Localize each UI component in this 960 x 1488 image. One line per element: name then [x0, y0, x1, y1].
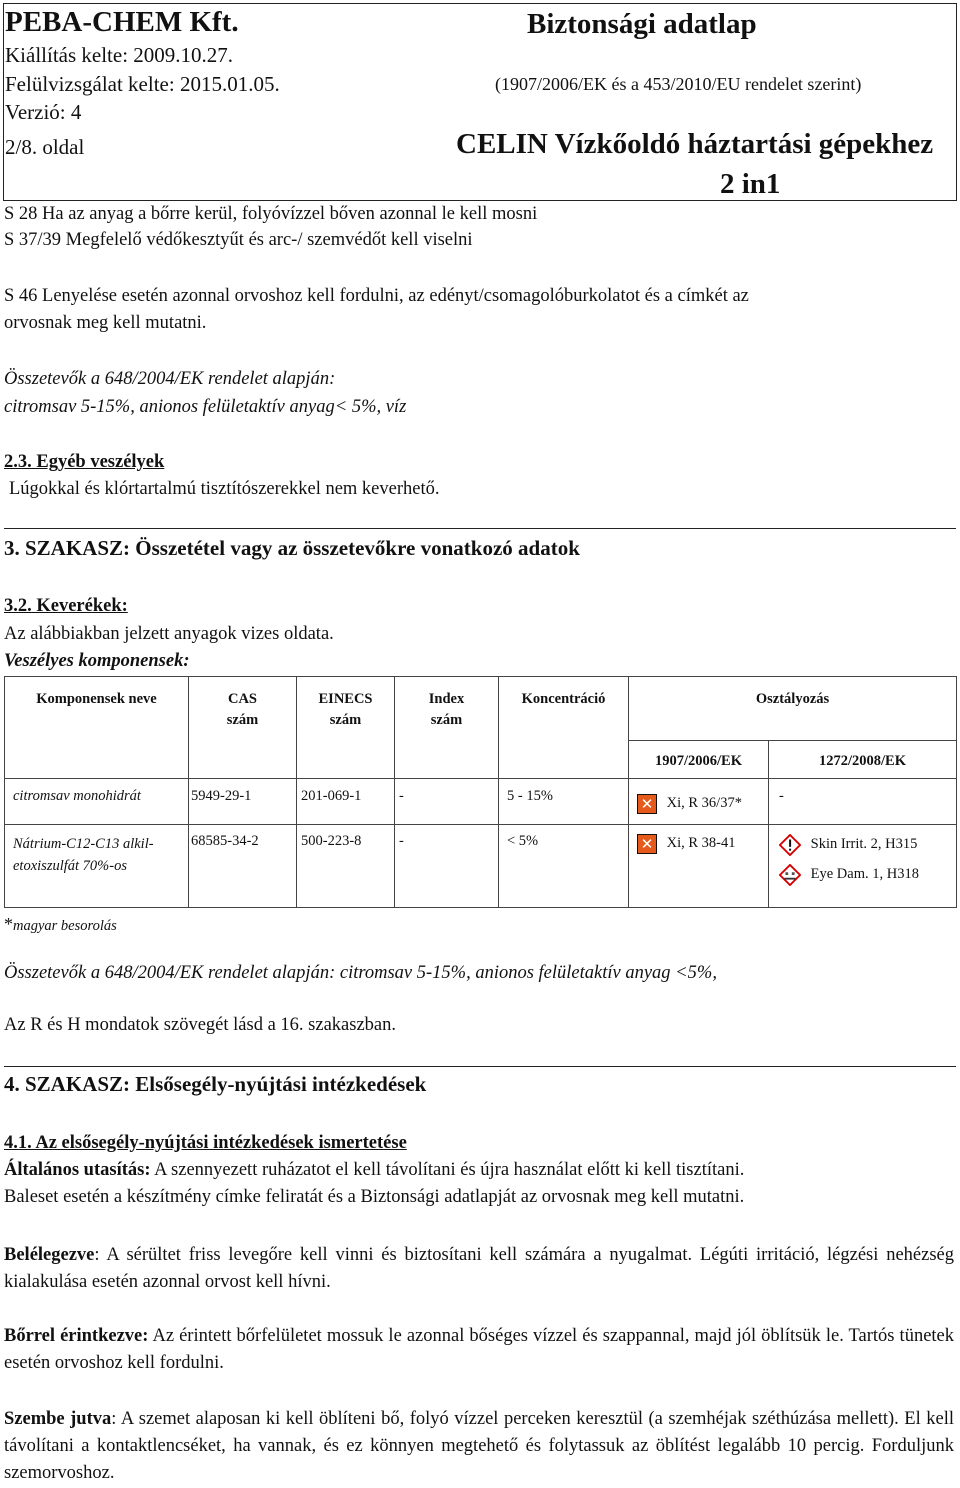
section-3-2-heading: 3.2. Keverékek:	[4, 596, 128, 616]
concentration: < 5%	[499, 825, 629, 908]
component-name: citromsav monohidrát	[5, 779, 189, 825]
section-2-3-heading: 2.3. Egyéb veszélyek	[4, 452, 165, 472]
ingredients-note-2: Összetevők a 648/2004/EK rendelet alapján: citromsav 5-15%, anionos felületaktív anyag <5%,	[4, 963, 717, 983]
index-number: -	[395, 825, 499, 908]
classification-dsd: ✕ Xi, R 38-41	[629, 825, 769, 908]
skin-contact-instruction: Bőrrel érintkezve: Az érintett bőrfelületet mossuk le azonnal bőséges vízzel és szappannal, majd jól öblítsük le. Tartós tünetek esetén orvoshoz kell fordulni.	[4, 1326, 955, 1373]
header-index: Index szám	[395, 677, 499, 779]
components-table	[4, 676, 957, 908]
header-class-clp: 1272/2008/EK	[769, 741, 957, 779]
cas-number: 68585-34-2	[189, 825, 297, 908]
general-instruction: Általános utasítás: A szennyezett ruházatot el kell távolítani és újra használat előtt ki kell tisztítani.	[4, 1160, 745, 1180]
classification-clp: -	[769, 779, 957, 825]
section-4-1-heading: 4.1. Az elsősegély-nyújtási intézkedések ismertetése	[4, 1133, 407, 1153]
header-einecs: EINECS szám	[297, 677, 395, 779]
ingredients-title: Összetevők a 648/2004/EK rendelet alapján:	[4, 369, 336, 389]
header-classification: Osztályozás	[629, 677, 957, 741]
company-name: PEBA-CHEM Kft.	[5, 6, 239, 38]
r-h-phrases-note: Az R és H mondatok szövegét lásd a 16. szakaszban.	[4, 1015, 396, 1035]
index-number: -	[395, 779, 499, 825]
product-name-line2: 2 in1	[720, 168, 781, 200]
document-title: Biztonsági adatlap	[527, 8, 757, 40]
classification-dsd: ✕ Xi, R 36/37*	[629, 779, 769, 825]
corrosion-pictogram-icon	[779, 864, 801, 886]
inhalation-instruction: Belélegezve: A sérültet friss levegőre kell vinni és biztosítani kell számára a nyugalmat. Légúti irritáció, légzési nehézség kialakulása esetén azonnal orvost kell hívni.	[4, 1245, 954, 1292]
table-footnote: *magyar besorolás	[4, 914, 117, 934]
classification-clp: Skin Irrit. 2, H315 Eye Dam. 1, H318	[769, 825, 957, 908]
ingredients-text: citromsav 5-15%, anionos felületaktív anyag< 5%, víz	[4, 397, 407, 417]
table-header-row	[5, 677, 957, 741]
harmful-irritant-icon: ✕	[637, 794, 657, 814]
exclamation-mark-pictogram-icon	[779, 834, 801, 856]
hazardous-components-label: Veszélyes komponensek:	[4, 651, 190, 671]
concentration: 5 - 15%	[499, 779, 629, 825]
section-4-heading: 4. SZAKASZ: Elsősegély-nyújtási intézkedések	[4, 1072, 427, 1096]
header-cas: CAS szám	[189, 677, 297, 779]
header-class-dsd: 1907/2006/EK	[629, 741, 769, 779]
harmful-irritant-icon: ✕	[637, 834, 657, 854]
cas-number: 5949-29-1	[189, 779, 297, 825]
section-divider	[4, 528, 956, 529]
revision-date: Felülvizsgálat kelte: 2015.01.05.	[5, 72, 280, 96]
page-number: 2/8. oldal	[5, 135, 85, 159]
product-name: CELIN Vízkőoldó háztartási gépekhez	[456, 128, 934, 160]
component-name: Nátrium-C12-C13 alkil- etoxiszulfát 70%-os	[5, 825, 189, 908]
s-phrase-37-39: S 37/39 Megfelelő védőkesztyűt és arc-/ szemvédőt kell viselni	[4, 230, 473, 250]
einecs-number: 500-223-8	[297, 825, 395, 908]
eye-contact-instruction: Szembe jutva: A szemet alaposan ki kell öblíteni bő, folyó vízzel perceken keresztül (a szemhéjak széthúzása mellett). El kell távolítani a kontaktlencséket, ha vannak, és ez könnyen megtehető és folytassuk az öblítést legalább 10 percig. Forduljunk szemorvoshoz.	[4, 1409, 954, 1483]
version: Verzió: 4	[5, 100, 82, 124]
table-row	[5, 825, 957, 908]
section-3-2-text: Az alábbiakban jelzett anyagok vizes oldata.	[4, 624, 334, 644]
s-phrase-46: S 46 Lenyelése esetén azonnal orvoshoz kell fordulni, az edényt/csomagolóburkolatot és a címkét az	[4, 286, 749, 306]
einecs-number: 201-069-1	[297, 779, 395, 825]
header-concentration: Koncentráció	[499, 677, 629, 779]
general-instruction-cont: Baleset esetén a készítmény címke feliratát és a Biztonsági adatlapját az orvosnak meg kell mutatni.	[4, 1187, 745, 1207]
table-row	[5, 779, 957, 825]
header-name: Komponensek neve	[5, 677, 189, 779]
section-3-heading: 3. SZAKASZ: Összetétel vagy az összetevőkre vonatkozó adatok	[4, 536, 580, 560]
section-2-3-text: Lúgokkal és klórtartalmú tisztítószerekkel nem keverhető.	[9, 479, 440, 499]
issue-date: Kiállítás kelte: 2009.10.27.	[5, 43, 234, 67]
s-phrase-28: S 28 Ha az anyag a bőrre kerül, folyóvízzel bőven azonnal le kell mosni	[4, 204, 538, 224]
section-divider	[4, 1066, 956, 1067]
regulation-note: (1907/2006/EK és a 453/2010/EU rendelet szerint)	[495, 74, 862, 94]
s-phrase-46-cont: orvosnak meg kell mutatni.	[4, 313, 207, 333]
